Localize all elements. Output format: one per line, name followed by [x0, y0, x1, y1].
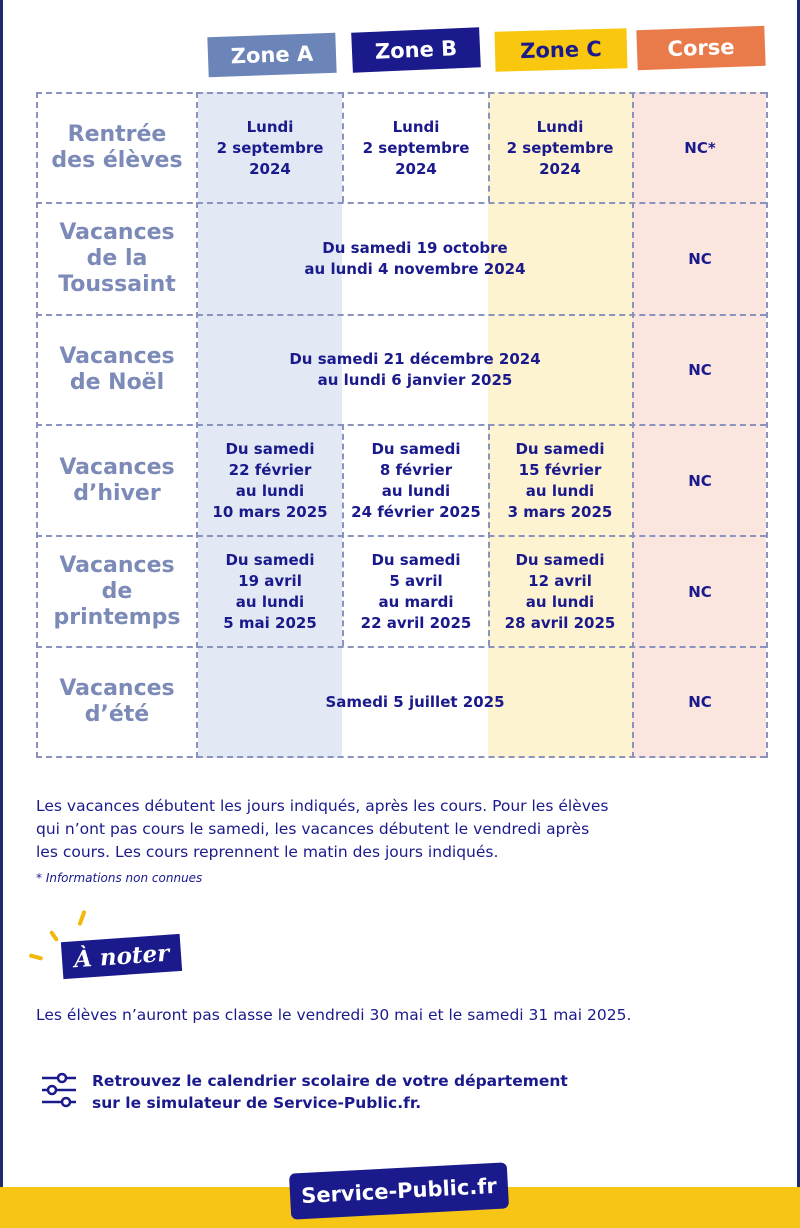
toussaint-all-zones: Du samedi 19 octobre au lundi 4 novembre 2024	[304, 239, 526, 278]
rentree-zone-a: Lundi 2 septembre 2024	[216, 117, 324, 178]
ete-corse: NC	[688, 693, 712, 711]
hiver-corse: NC	[688, 471, 712, 490]
printemps-corse: NC	[688, 582, 712, 601]
spark-decoration	[29, 953, 44, 960]
service-public-logo[interactable]: Service-Public.fr	[289, 1162, 509, 1219]
zone-a-header: Zone A	[207, 33, 336, 77]
hiver-zone-a: Du samedi 22 février au lundi 10 mars 2025	[212, 439, 328, 521]
row-label-printemps: Vacances de printemps	[53, 552, 181, 630]
row-label-rentree: Rentrée des élèves	[51, 122, 183, 173]
row-label-toussaint: Vacances de la Toussaint	[58, 220, 176, 297]
printemps-zone-b: Du samedi 5 avril au mardi 22 avril 2025	[360, 550, 472, 632]
rentree-zone-c: Lundi 2 septembre 2024	[506, 117, 614, 178]
printemps-zone-c: Du samedi 12 avril au lundi 28 avril 2025	[504, 550, 616, 632]
zone-c-header: Zone C	[494, 28, 627, 71]
hiver-zone-c: Du samedi 15 février au lundi 3 mars 2025	[507, 439, 613, 521]
frame-left-border	[0, 0, 3, 1228]
a-noter-badge	[62, 938, 181, 975]
rentree-corse: NC*	[684, 139, 716, 157]
sliders-icon	[40, 1070, 78, 1110]
toussaint-corse: NC	[688, 250, 712, 268]
spark-decoration	[49, 930, 59, 942]
a-noter-label: À noter	[61, 934, 183, 979]
row-label-ete: Vacances d’été	[59, 676, 175, 727]
row-label-noel: Vacances de Noël	[59, 344, 175, 395]
hiver-zone-b: Du samedi 8 février au lundi 24 février 2025	[351, 439, 481, 521]
noel-corse: NC	[688, 361, 712, 379]
noel-all-zones: Du samedi 21 décembre 2024 au lundi 6 janvier 2025	[289, 350, 541, 389]
row-label-hiver: Vacances d’hiver	[59, 454, 175, 506]
spark-decoration	[77, 910, 86, 926]
rentree-zone-b: Lundi 2 septembre 2024	[362, 117, 470, 178]
a-noter-text: Les élèves n’auront pas classe le vendredi 30 mai et le samedi 31 mai 2025.	[36, 1006, 632, 1024]
ete-all-zones: Samedi 5 juillet 2025	[325, 692, 505, 711]
simulator-link[interactable]	[40, 1070, 568, 1114]
holiday-note: Les vacances débutent les jours indiqués, après les cours. Pour les élèves qui n’ont pas cours le samedi, les vacances débutent le vendredi après les cours. Les cours reprennent le matin des jours indiqués.	[36, 797, 609, 861]
printemps-zone-a: Du samedi 19 avril au lundi 5 mai 2025	[223, 550, 317, 632]
corse-header: Corse	[636, 26, 765, 70]
zone-b-header: Zone B	[351, 27, 481, 73]
footnote: * Informations non connues	[36, 871, 203, 885]
simulator-link-text[interactable]: Retrouvez le calendrier scolaire de votre département sur le simulateur de Service-Public.fr.	[92, 1072, 568, 1112]
